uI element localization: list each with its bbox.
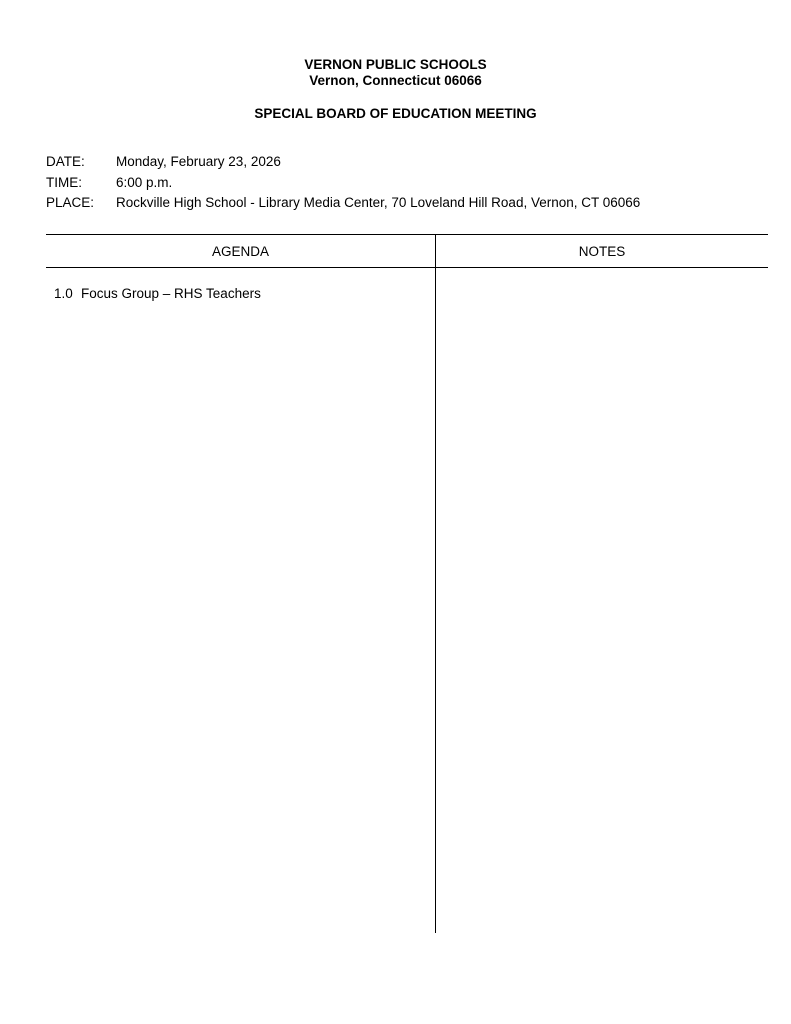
- place-value: Rockville High School - Library Media Center, 70 Loveland Hill Road, Vernon, CT 06066: [116, 195, 641, 210]
- date-value: Monday, February 23, 2026: [116, 154, 281, 169]
- notes-column-header: NOTES: [578, 244, 626, 259]
- meeting-place-row: [46, 195, 640, 211]
- meeting-time-row: [46, 175, 172, 191]
- organization-address: Vernon, Connecticut 06066: [309, 73, 482, 88]
- agenda-item-number: 1.0: [54, 286, 73, 301]
- column-divider: [435, 234, 436, 933]
- agenda-column-header: AGENDA: [211, 244, 269, 259]
- time-label: TIME:: [46, 175, 82, 190]
- agenda-item: [54, 286, 429, 302]
- agenda-item-title: Focus Group – RHS Teachers: [81, 286, 261, 301]
- organization-name: VERNON PUBLIC SCHOOLS: [304, 57, 487, 72]
- table-header-rule: [46, 267, 768, 268]
- table-top-rule: [46, 234, 768, 235]
- date-label: DATE:: [46, 154, 85, 169]
- place-label: PLACE:: [46, 195, 95, 210]
- meeting-title: SPECIAL BOARD OF EDUCATION MEETING: [254, 106, 537, 121]
- time-value: 6:00 p.m.: [116, 175, 173, 190]
- agenda-list: [54, 286, 429, 302]
- meeting-date-row: [46, 154, 281, 170]
